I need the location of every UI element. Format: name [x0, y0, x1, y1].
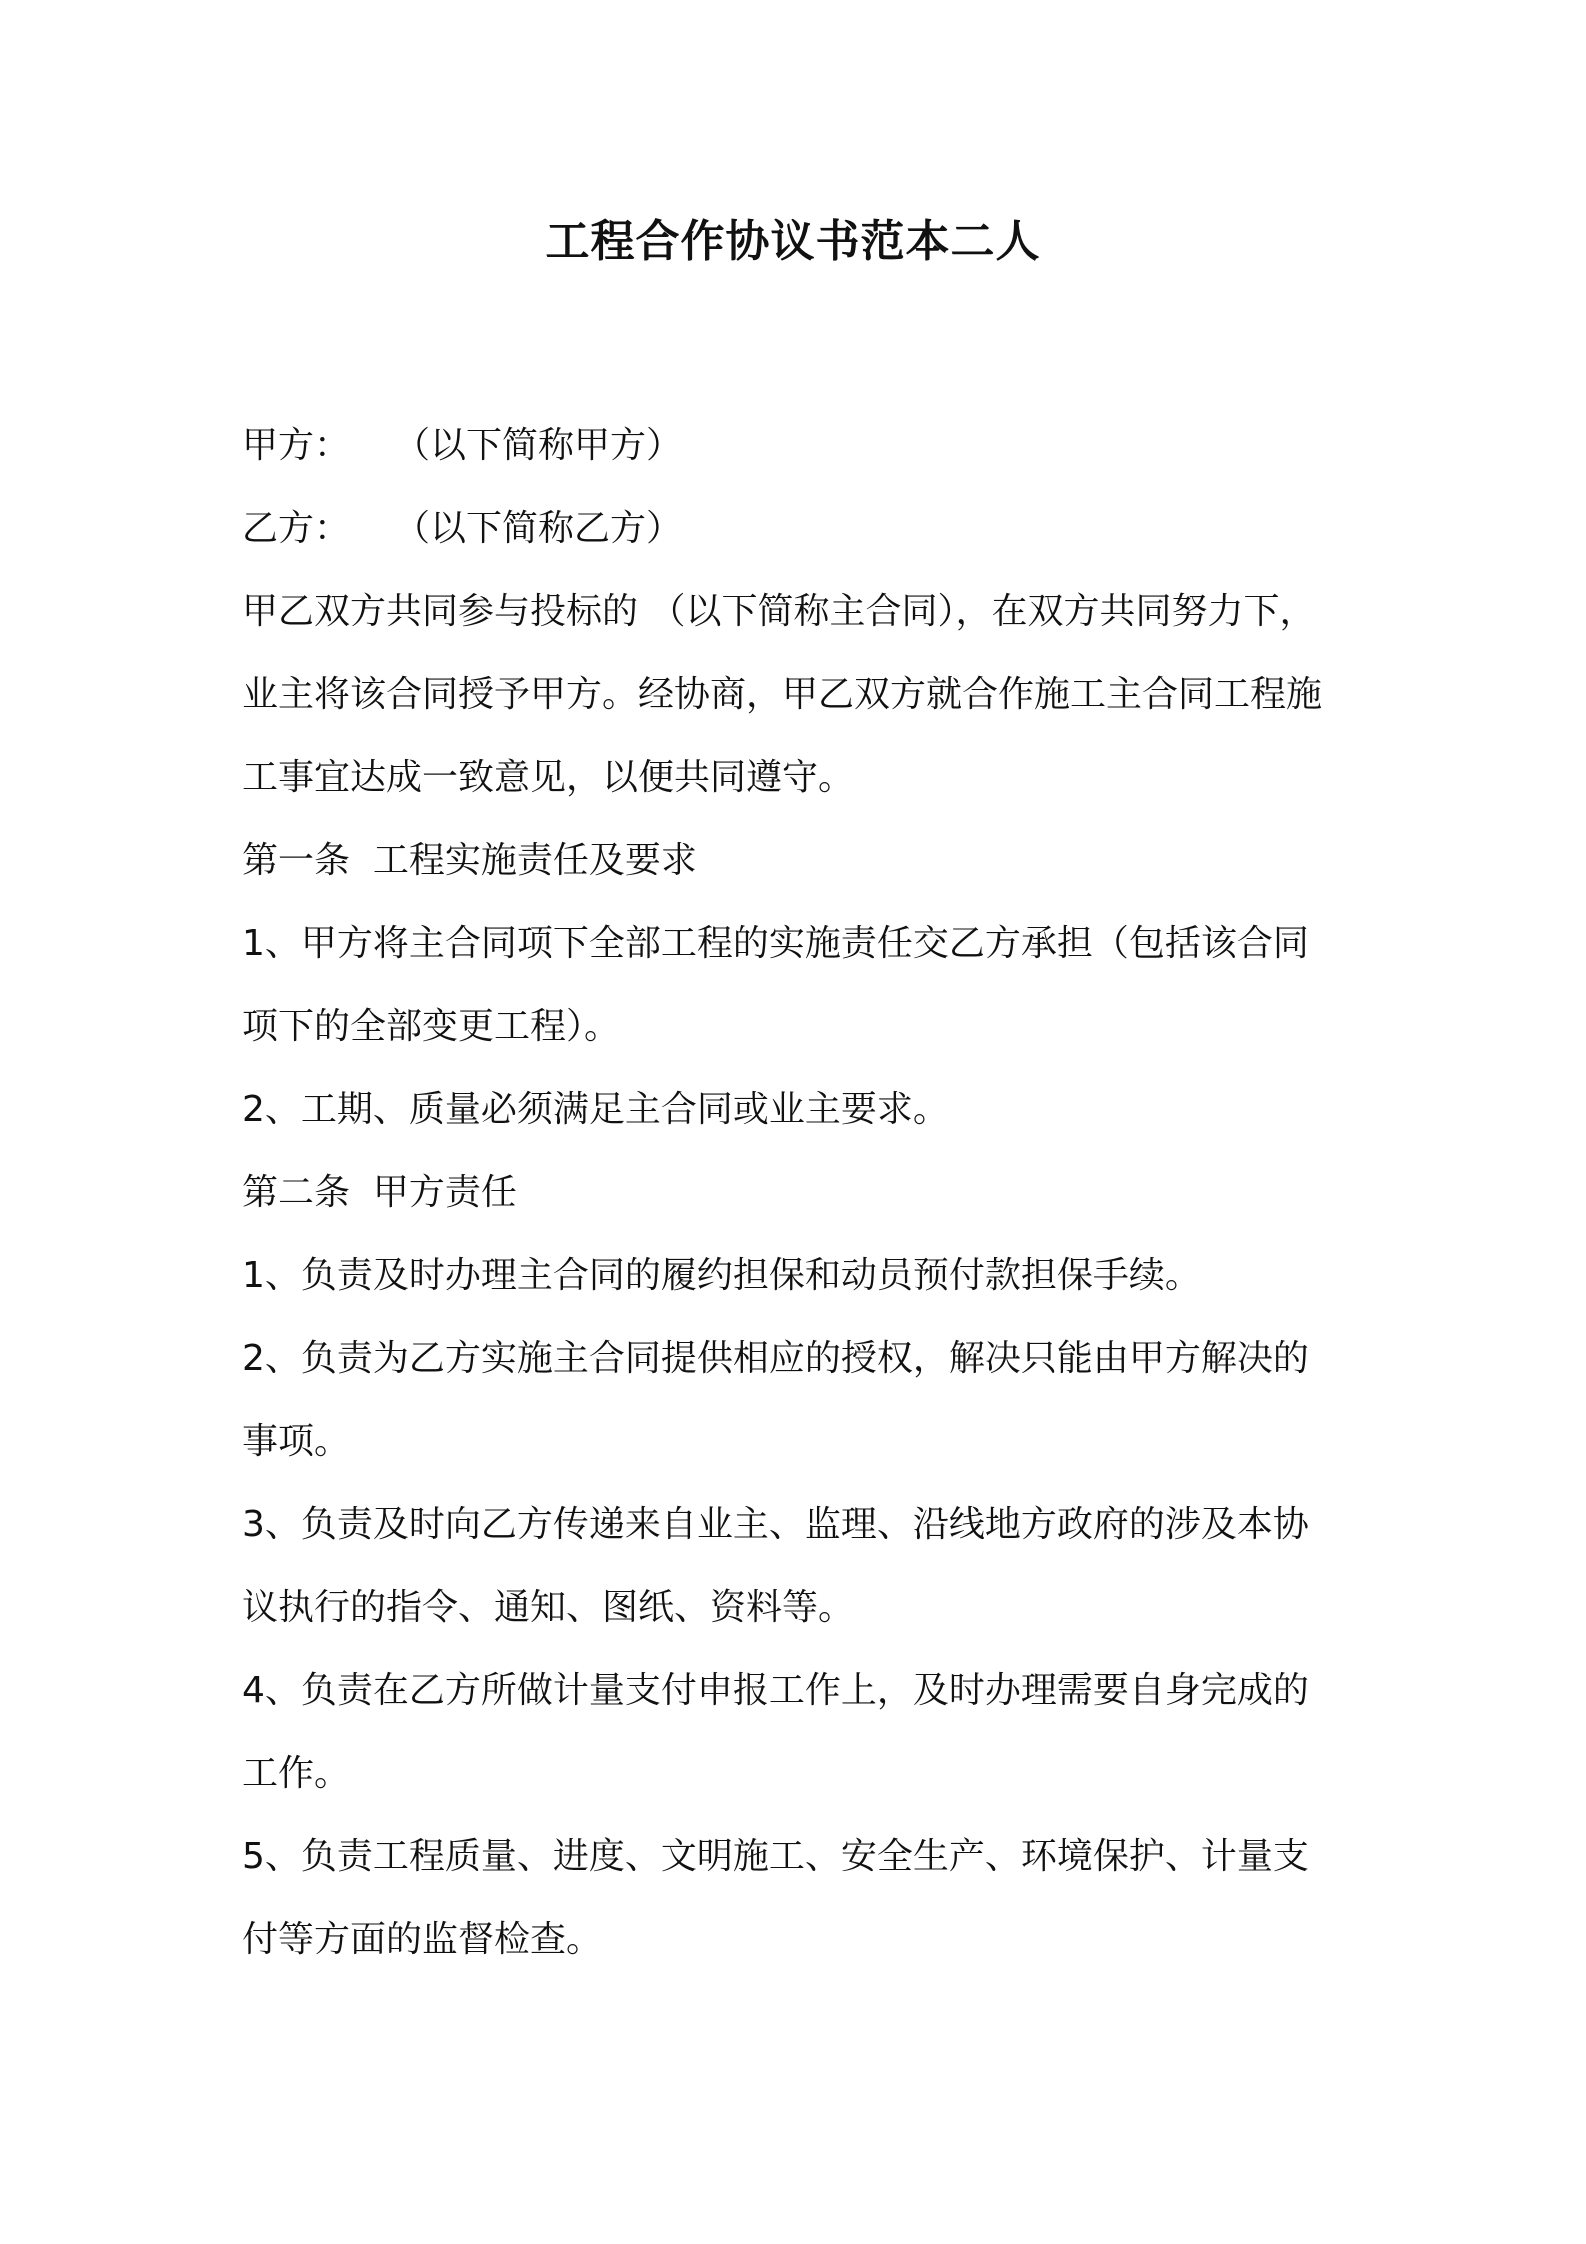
- article-2-item-5: [242, 1815, 1362, 1981]
- article-2-item-3: [242, 1483, 1362, 1649]
- article-1-heading: 第一条 工程实施责任及要求: [242, 840, 697, 881]
- intro-line: 工事宜达成一致意见，以便共同遵守。: [242, 757, 855, 798]
- article-2-item-4-line: 工作。: [242, 1753, 351, 1794]
- article-2-item-2: [242, 1317, 1362, 1483]
- intro-line: 业主将该合同授予甲方。经协商，甲乙双方就合作施工主合同工程施: [242, 674, 1323, 715]
- article-1-item-2: 2、工期、质量必须满足主合同或业主要求。: [242, 1089, 949, 1130]
- article-2-item-5-line: 付等方面的监督检查。: [242, 1919, 603, 1960]
- party-a-line: [242, 404, 1362, 487]
- intro-paragraph: [242, 570, 1362, 819]
- article-2-item-1: 1、负责及时办理主合同的履约担保和动员预付款担保手续。: [242, 1255, 1201, 1296]
- article-1-item-1-line: 1、甲方将主合同项下全部工程的实施责任交乙方承担（包括该合同: [242, 923, 1309, 964]
- party-a-note: （以下简称甲方）: [394, 425, 683, 466]
- party-b-note: （以下简称乙方）: [394, 508, 683, 549]
- article-2-item-3-line: 议执行的指令、通知、图纸、资料等。: [242, 1587, 855, 1628]
- party-b-line: [242, 487, 1362, 570]
- article-2-item-4-line: 4、负责在乙方所做计量支付申报工作上，及时办理需要自身完成的: [242, 1670, 1309, 1711]
- article-1-item-1-line: 项下的全部变更工程）。: [242, 1006, 621, 1047]
- article-1-item-1: [242, 902, 1362, 1068]
- document-title: 工程合作协议书范本二人: [545, 216, 1041, 267]
- intro-line: 甲乙双方共同参与投标的 （以下简称主合同），在双方共同努力下，: [242, 591, 1316, 632]
- article-2-item-3-line: 3、负责及时向乙方传递来自业主、监理、沿线地方政府的涉及本协: [242, 1504, 1309, 1545]
- article-2-item-2-line: 2、负责为乙方实施主合同提供相应的授权，解决只能由甲方解决的: [242, 1338, 1309, 1379]
- article-2-item-2-line: 事项。: [242, 1421, 351, 1462]
- article-2-item-5-line: 5、负责工程质量、进度、文明施工、安全生产、环境保护、计量支: [242, 1836, 1309, 1877]
- party-a-label: 甲方：: [242, 425, 351, 466]
- document-body: [242, 404, 1362, 1981]
- party-b-label: 乙方：: [242, 508, 351, 549]
- article-2-item-4: [242, 1649, 1362, 1815]
- article-2-heading: 第二条 甲方责任: [242, 1172, 517, 1213]
